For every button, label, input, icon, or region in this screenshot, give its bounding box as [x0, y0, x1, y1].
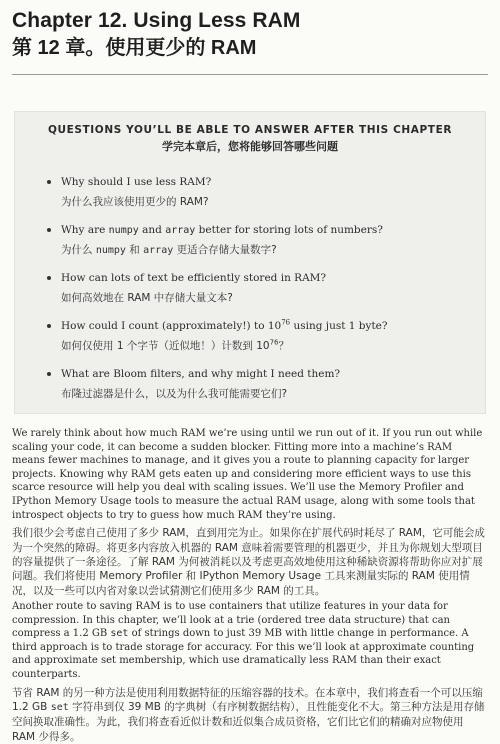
- paragraph-en: We rarely think about how much RAM we’re using until we run out of it. If you run out while scaling your code, it can become a sudden blocker. Fitting more into a machine’s RAM means fewer machines to manage, and it gives you a route to planning capacity for larger projects. Knowing why RAM gets eaten up and considering more efficient ways to use this scarce resource will help you deal with scaling issues. We’ll use the Memory Profiler and IPython Memory Usage tools to measure the actual RAM usage, along with some tools that introspect objects to try to guess how much RAM they’re using.: [12, 428, 483, 521]
- question-zh: 如何仅使用 1 个字节（近似地！）计数到 $10^{76}$？: [61, 338, 289, 352]
- code-numpy: numpy: [95, 245, 126, 256]
- bullet-icon: [47, 324, 51, 328]
- code-set: set: [110, 628, 129, 640]
- question-zh: 为什么 numpy 和 array 更适合存储大量数字?: [61, 244, 277, 256]
- superscript: 76: [281, 318, 291, 327]
- question-item: [61, 223, 485, 258]
- paragraph-en: Another route to saving RAM is to use containers that utilize features in your data for compression. In this chapter, we’ll look at a trie (ordered tree data structure) that can compress a 1.2 GB set of strings down to just 39 MB with little change in performance. A third approach is to trade storage for accuracy. For this we’ll look at approximate counting and approximate set membership, which use dramatically less RAM than their exact counterparts.: [12, 601, 475, 680]
- question-en: How can lots of text be efficiently stored in RAM?: [61, 272, 327, 284]
- paragraph-zh: 节省 RAM 的另一种方法是使用利用数据特征的压缩容器的技术。在本章中，我们将查看一个可以压缩 1.2 GB set 字符串到仅 39 MB 的字典树（有序树数据结构），且性能变化不大。第三种方法是用存储空间换取准确性。为此，我们将查看近似计数和近似集合成员资格，它们比它们的精确对应物使用 RAM 少得多。: [12, 686, 485, 743]
- questions-heading: [15, 123, 485, 155]
- question-zh: 如何高效地在 RAM 中存储大量文本?: [61, 292, 233, 304]
- bullet-icon: [47, 276, 51, 280]
- paragraph-zh: 我们很少会考虑自己使用了多少 RAM，直到用完为止。如果你在扩展代码时耗尽了 RAM，它可能会成为一个突然的障碍。将更多内容放入机器的 RAM 意味着需要管理的机器更少，并且为你规划大型项目的容量提供了一条途径。了解 RAM 为何被消耗以及考虑更高效地使用这种稀缺资源将帮助你应对扩展问题。我们将使用 Memory Profiler 和 IPython Memory Usage 工具来测量实际的 RAM 使用情况，以及一些可以内省对象以尝试猜测它们使用多少 RAM 的工具。: [12, 527, 485, 597]
- question-en: Why should I use less RAM?: [61, 176, 212, 188]
- chapter-title-zh: 第 12 章。使用更少的 RAM: [12, 37, 257, 59]
- question-item: [61, 175, 485, 210]
- questions-heading-en: QUESTIONS YOU’LL BE ABLE TO ANSWER AFTER THIS CHAPTER: [47, 124, 453, 136]
- paragraph-2: [12, 600, 488, 744]
- title-divider: [12, 74, 488, 75]
- chapter-title-en: Chapter 12. Using Less RAM: [12, 9, 301, 32]
- superscript: 76: [269, 338, 279, 347]
- question-zh: 为什么我应该使用更少的 RAM?: [61, 196, 209, 208]
- question-en: How could I count (approximately!) to $10^{76}$ using just 1 byte?: [61, 318, 388, 332]
- bullet-icon: [47, 372, 51, 376]
- bullet-icon: [47, 228, 51, 232]
- questions-box: [14, 111, 486, 414]
- question-en: Why are numpy and array better for storing lots of numbers?: [61, 224, 383, 236]
- bullet-icon: [47, 180, 51, 184]
- code-numpy: numpy: [108, 225, 139, 236]
- question-item: [61, 367, 485, 402]
- question-en: What are Bloom filters, and why might I need them?: [61, 368, 341, 380]
- questions-list: [15, 175, 485, 402]
- chapter-title: [12, 8, 488, 61]
- code-array: array: [165, 225, 196, 236]
- questions-heading-zh: 学完本章后，您将能够回答哪些问题: [162, 140, 338, 153]
- question-item: [61, 319, 485, 354]
- code-set: set: [50, 701, 69, 713]
- code-array: array: [143, 245, 174, 256]
- question-item: [61, 271, 485, 306]
- question-zh: 布隆过滤器是什么，以及为什么我可能需要它们?: [61, 388, 288, 400]
- paragraph-1: [12, 427, 488, 598]
